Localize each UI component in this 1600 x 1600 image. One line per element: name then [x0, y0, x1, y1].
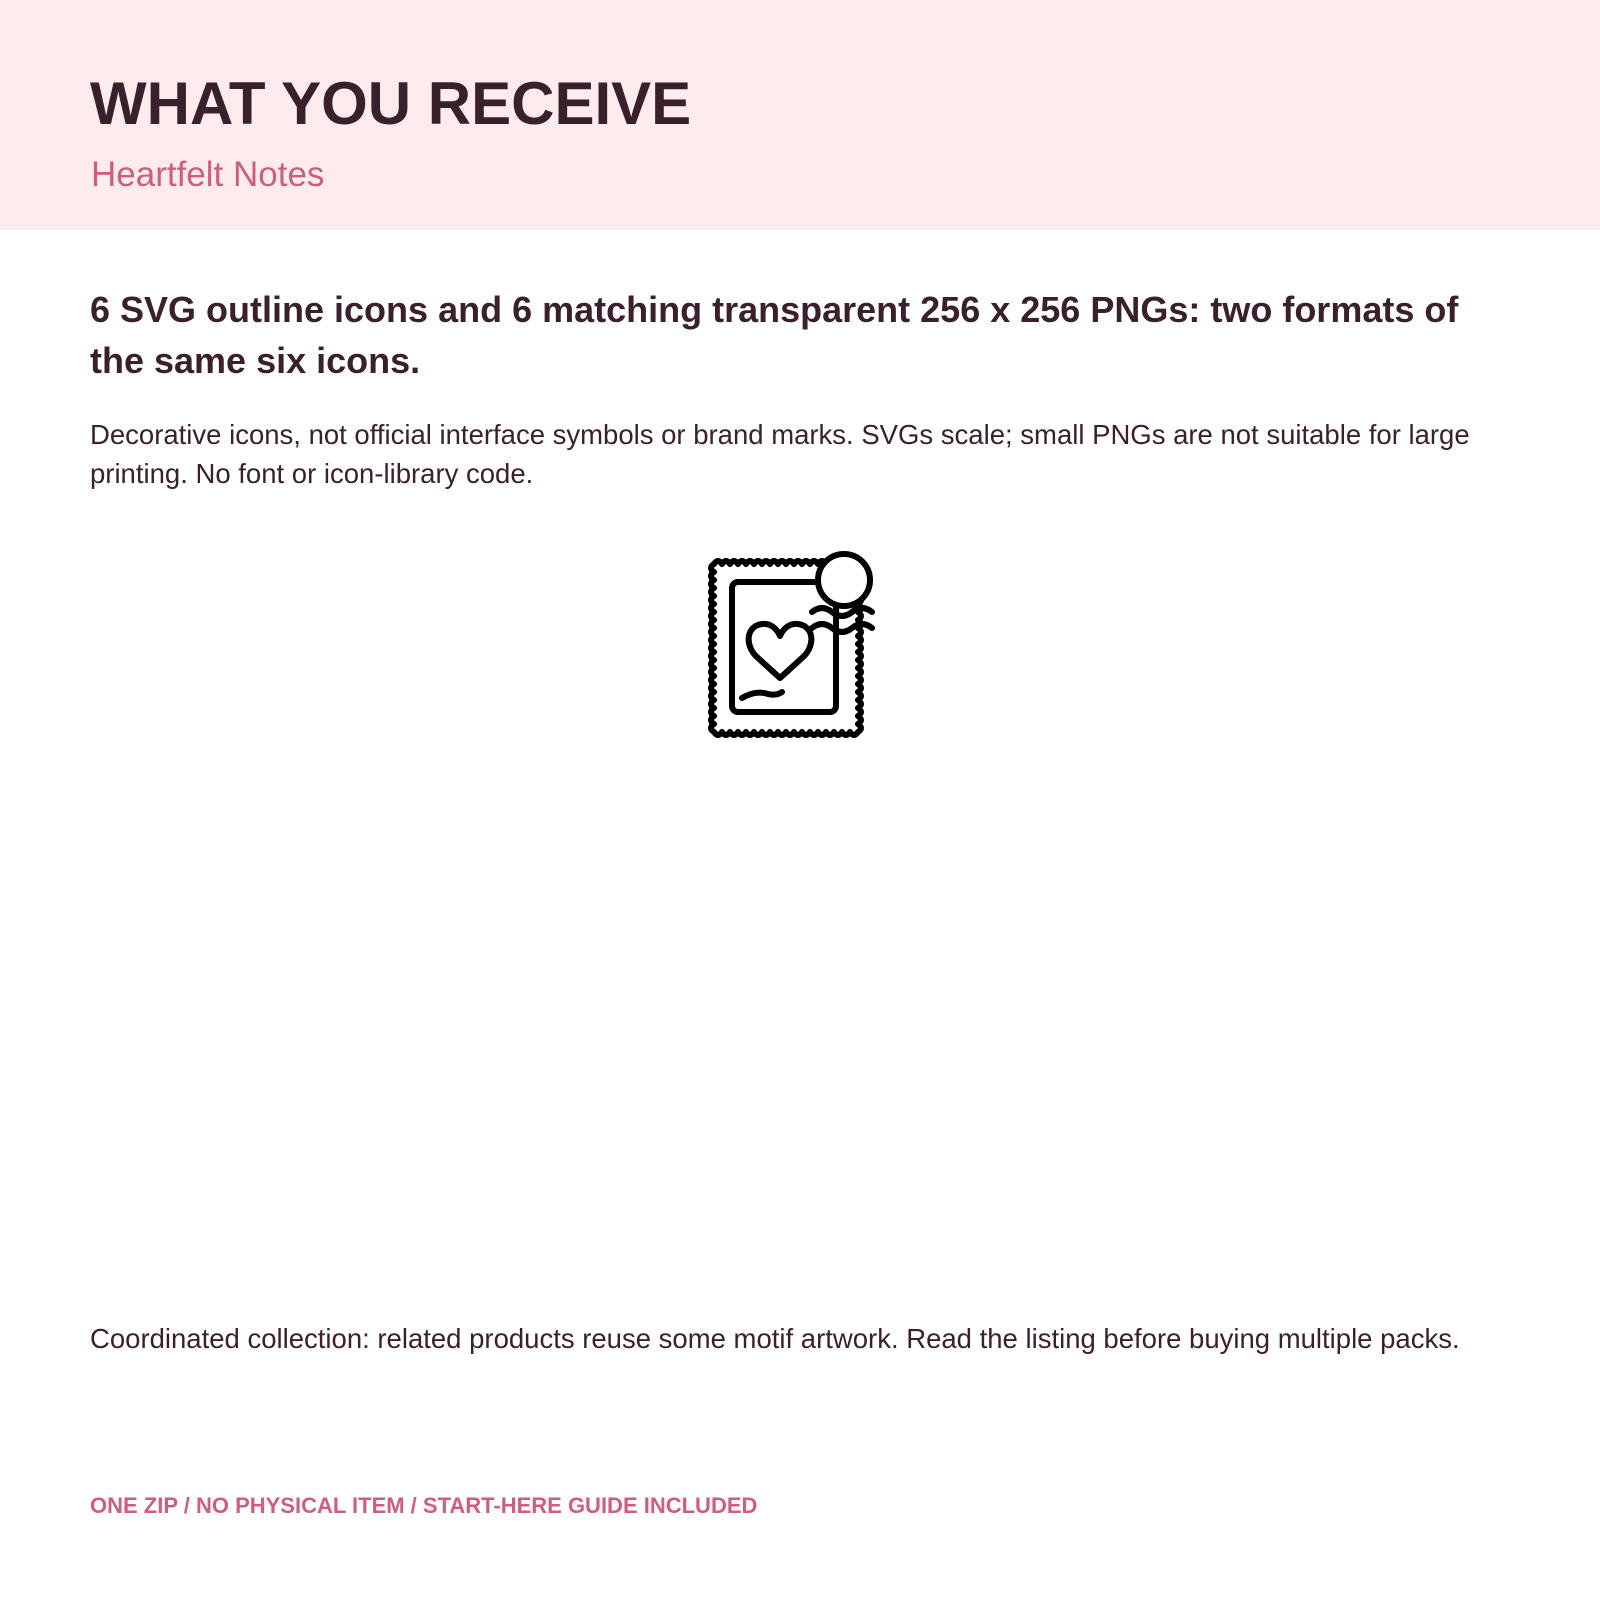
contents-summary: 6 SVG outline icons and 6 matching transparent 256 x 256 PNGs: two formats of the same six icons. [90, 289, 1459, 381]
heart-postage-stamp-icon [708, 548, 908, 748]
usage-note: Decorative icons, not official interface symbols or brand marks. SVGs scale; small PNGs are not suitable for large printing. No font or icon-library code. [90, 419, 1470, 489]
stamp-squiggle [742, 692, 782, 698]
delivery-tagline: ONE ZIP / NO PHYSICAL ITEM / START-HERE GUIDE INCLUDED [90, 1493, 758, 1518]
product-subtitle: Heartfelt Notes [91, 155, 325, 194]
stamp-heart [749, 624, 812, 678]
header-band [0, 0, 1600, 230]
collection-note: Coordinated collection: related products reuse some motif artwork. Read the listing before buying multiple packs. [90, 1323, 1460, 1354]
postmark-circle [818, 554, 870, 606]
page-title: WHAT YOU RECEIVE [90, 70, 692, 137]
